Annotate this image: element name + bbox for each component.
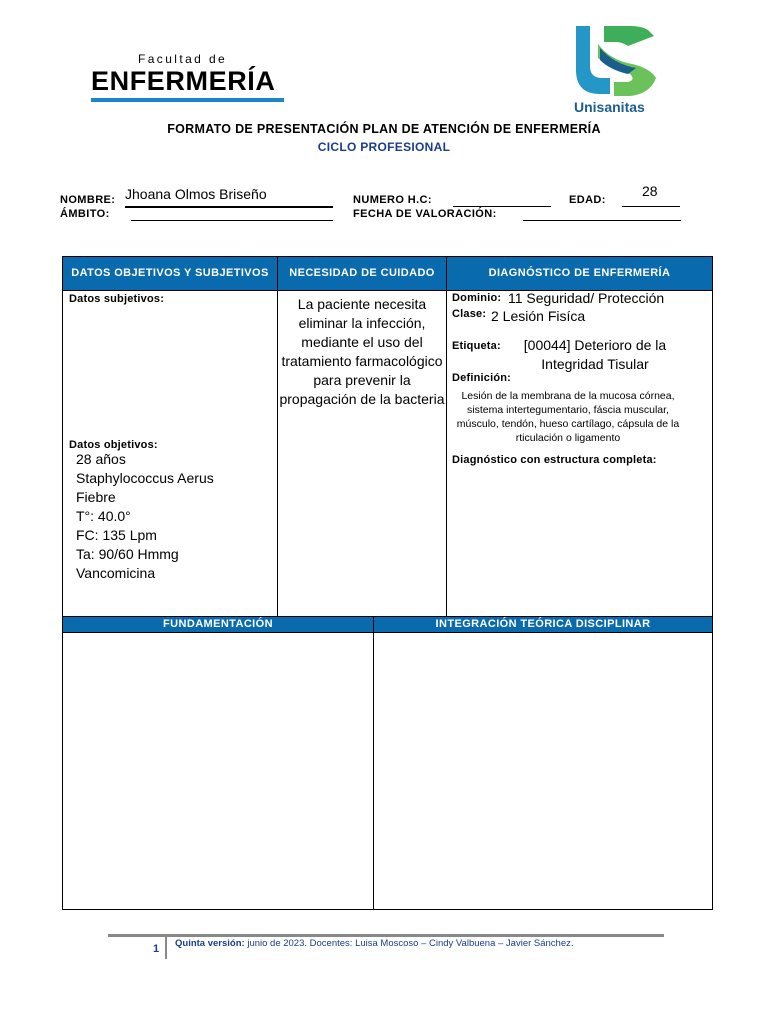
header-necesidad: NECESIDAD DE CUIDADO [278, 257, 446, 290]
footer-separator [165, 937, 167, 959]
hc-label: NUMERO H.C: [353, 194, 432, 206]
document-title: FORMATO DE PRESENTACIÓN PLAN DE ATENCIÓN DE ENFERMERÍA [167, 122, 601, 136]
nombre-line [125, 206, 333, 208]
edad-label: EDAD: [569, 194, 606, 206]
document-subtitle: CICLO PROFESIONAL [317, 140, 451, 154]
necesidad-text: La paciente necesita eliminar la infección, mediante el uso del tratamiento farmacológico para prevenir la propagación de la bacteria [279, 296, 445, 407]
ambito-line [131, 220, 333, 221]
edad-line [622, 206, 680, 207]
header-diagnostico: DIAGNÓSTICO DE ENFERMERÍA [447, 257, 712, 290]
objetivo-item: Fiebre [76, 489, 116, 505]
objetivo-item: Vancomicina [76, 565, 156, 581]
diagnostico-completo-label: Diagnóstico con estructura completa: [452, 454, 657, 466]
hc-line [453, 206, 551, 207]
fecha-line [523, 220, 681, 221]
divider-bottom [373, 617, 374, 909]
bottom-header-rule [63, 632, 712, 633]
header-datos: DATOS OBJETIVOS Y SUBJETIVOS [63, 257, 277, 290]
dominio-value: 11 Seguridad/ Protección [508, 290, 665, 306]
objetivos-list [76, 450, 214, 583]
clase-label: Clase: [452, 308, 487, 320]
care-plan-table [62, 256, 713, 910]
faculty-name: ENFERMERÍA [91, 66, 276, 96]
objetivo-item: FC: 135 Lpm [76, 527, 157, 543]
unisanitas-logo-icon [570, 20, 665, 100]
footer-text [175, 938, 574, 949]
header-integracion: INTEGRACIÓN TEÓRICA DISCIPLINAR [374, 617, 712, 632]
objetivo-item: T°: 40.0° [76, 508, 131, 524]
university-name: Unisanitas [574, 99, 645, 115]
objetivo-item: Ta: 90/60 Hmmg [76, 546, 179, 562]
page-number: 1 [153, 943, 160, 955]
header-fundamentacion: FUNDAMENTACIÓN [63, 617, 373, 632]
version-text: junio de 2023. Docentes: Luisa Moscoso – Cindy Valbuena – Javier Sánchez. [244, 938, 574, 949]
fecha-label: FECHA DE VALORACIÓN: [353, 208, 497, 220]
faculty-small-text: Facultad de [138, 52, 228, 66]
objetivos-label: Datos objetivos: [69, 439, 158, 451]
ambito-label: ÁMBITO: [60, 208, 110, 220]
subjetivos-label: Datos subjetivos: [69, 293, 165, 305]
definicion-value: Lesión de la membrana de la mucosa córnea, sistema intertegumentario, fáscia muscular, músculo, tendón, hueso cartílago, cápsula de la rticulación o ligamento [456, 390, 680, 444]
faculty-underline [91, 98, 284, 102]
definicion-label: Definición: [452, 372, 512, 384]
dominio-label: Dominio: [452, 292, 502, 304]
etiqueta-value: [00044] Deterioro de la Integridad Tisular [523, 337, 667, 372]
footer-rule [108, 934, 664, 937]
objetivo-item: 28 años [76, 451, 126, 467]
version-label: Quinta versión: [175, 938, 245, 949]
nombre-value: Jhoana Olmos Briseño [125, 186, 267, 202]
nombre-label: NOMBRE: [60, 194, 116, 206]
clase-value: 2 Lesión Fisíca [491, 308, 586, 324]
edad-value: 28 [642, 183, 658, 199]
etiqueta-label: Etiqueta: [452, 340, 501, 352]
objetivo-item: Staphylococcus Aerus [76, 470, 214, 486]
